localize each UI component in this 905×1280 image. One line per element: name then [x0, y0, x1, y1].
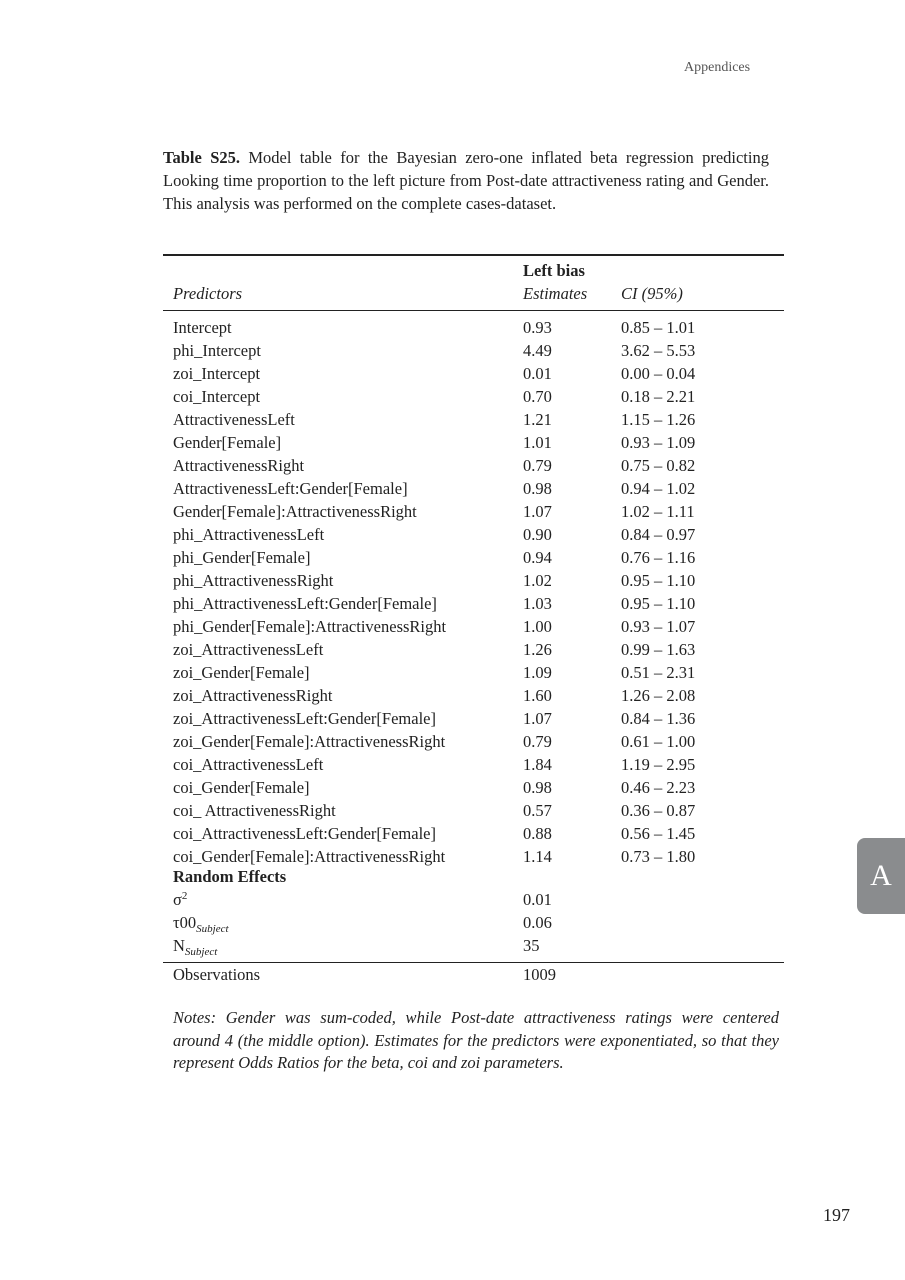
row-ci: 0.56 – 1.45	[621, 824, 696, 843]
row-predictor: coi_AttractivenessLeft:Gender[Female]	[173, 824, 436, 843]
caption-label: Table S25.	[163, 148, 240, 167]
n-subject-label	[173, 934, 217, 957]
appendix-thumb-tab: A	[857, 838, 905, 914]
sigma-superscript: 2	[181, 890, 188, 902]
row-ci: 0.46 – 2.23	[621, 778, 696, 797]
row-predictor: zoi_AttractivenessLeft	[173, 640, 324, 659]
random-effects-label: Random Effects	[173, 867, 287, 886]
row-ci: 3.62 – 5.53	[621, 341, 696, 360]
row-predictor: phi_Intercept	[173, 341, 261, 360]
row-ci: 0.75 – 0.82	[621, 456, 696, 475]
row-ci: 0.93 – 1.07	[621, 617, 696, 636]
row-ci: 0.84 – 0.97	[621, 525, 696, 544]
row-estimate: 0.70	[523, 387, 552, 406]
row-predictor: zoi_AttractivenessRight	[173, 686, 333, 705]
row-estimate: 0.57	[523, 801, 552, 820]
tau00-value: 0.06	[523, 913, 552, 932]
row-estimate: 0.79	[523, 456, 552, 475]
col-header-ci: CI (95%)	[621, 284, 683, 303]
tau00-label	[173, 911, 229, 934]
row-predictor: AttractivenessRight	[173, 456, 305, 475]
row-ci: 1.02 – 1.11	[621, 502, 695, 521]
row-ci: 0.61 – 1.00	[621, 732, 696, 751]
row-predictor: coi_Gender[Female]	[173, 778, 310, 797]
col-header-predictors: Predictors	[173, 284, 243, 303]
row-ci: 0.73 – 1.80	[621, 847, 696, 866]
row-estimate: 1.60	[523, 686, 552, 705]
row-predictor: Gender[Female]:AttractivenessRight	[173, 502, 417, 521]
row-predictor: zoi_AttractivenessLeft:Gender[Female]	[173, 709, 436, 728]
row-ci: 0.95 – 1.10	[621, 594, 696, 613]
row-predictor: phi_Gender[Female]:AttractivenessRight	[173, 617, 447, 636]
observations-value: 1009	[523, 965, 556, 984]
row-estimate: 0.88	[523, 824, 552, 843]
table-notes: Notes: Gender was sum-coded, while Post-date attractiveness ratings were centered around 4 (the middle option). Estimates for the predictors were exponentiated, so that they represent Odds Ratios for the beta, coi and zoi parameters.	[173, 1008, 779, 1072]
row-predictor: coi_Intercept	[173, 387, 261, 406]
row-estimate: 0.98	[523, 479, 552, 498]
row-estimate: 4.49	[523, 341, 552, 360]
row-predictor: AttractivenessLeft:Gender[Female]	[173, 479, 408, 498]
row-ci: 0.00 – 0.04	[621, 364, 696, 383]
row-estimate: 1.14	[523, 847, 552, 866]
n-subject-value: 35	[523, 936, 540, 955]
row-estimate: 0.94	[523, 548, 552, 567]
row-predictor: coi_Gender[Female]:AttractivenessRight	[173, 847, 446, 866]
sigma-symbol: σ	[173, 890, 182, 909]
row-ci: 1.26 – 2.08	[621, 686, 696, 705]
row-predictor: zoi_Gender[Female]	[173, 663, 310, 682]
row-estimate: 1.26	[523, 640, 552, 659]
row-predictor: phi_Gender[Female]	[173, 548, 311, 567]
row-predictor: zoi_Intercept	[173, 364, 261, 383]
tau-subscript: Subject	[196, 923, 229, 935]
row-estimate: 1.01	[523, 433, 552, 452]
row-predictor: AttractivenessLeft	[173, 410, 295, 429]
row-predictor: Gender[Female]	[173, 433, 282, 452]
row-ci: 0.95 – 1.10	[621, 571, 696, 590]
row-ci: 0.84 – 1.36	[621, 709, 696, 728]
header-rule	[163, 310, 784, 311]
row-predictor: coi_AttractivenessLeft	[173, 755, 324, 774]
row-estimate: 1.02	[523, 571, 552, 590]
row-ci: 1.15 – 1.26	[621, 410, 696, 429]
observations-label: Observations	[173, 965, 261, 984]
row-estimate: 1.03	[523, 594, 552, 613]
sigma2-value: 0.01	[523, 890, 552, 909]
row-predictor: zoi_Gender[Female]:AttractivenessRight	[173, 732, 446, 751]
top-rule	[163, 254, 784, 256]
row-ci: 0.93 – 1.09	[621, 433, 696, 452]
row-ci: 0.36 – 0.87	[621, 801, 696, 820]
row-estimate: 0.90	[523, 525, 552, 544]
row-ci: 0.51 – 2.31	[621, 663, 696, 682]
row-estimate: 1.09	[523, 663, 552, 682]
group-header: Left bias	[523, 261, 585, 280]
row-ci: 1.19 – 2.95	[621, 755, 696, 774]
n-subscript: Subject	[184, 946, 218, 958]
row-predictor: phi_AttractivenessRight	[173, 571, 334, 590]
row-ci: 0.76 – 1.16	[621, 548, 696, 567]
row-predictor: Intercept	[173, 318, 232, 337]
row-estimate: 0.01	[523, 364, 552, 383]
table-caption	[163, 146, 769, 215]
row-estimate: 1.07	[523, 709, 552, 728]
col-header-estimates: Estimates	[523, 284, 588, 303]
row-ci: 0.18 – 2.21	[621, 387, 696, 406]
tau-symbol: τ00	[173, 913, 197, 932]
row-estimate: 0.93	[523, 318, 552, 337]
sigma2-label	[173, 888, 187, 911]
page-number: 197	[823, 1205, 850, 1225]
row-estimate: 1.21	[523, 410, 552, 429]
row-predictor: phi_AttractivenessLeft	[173, 525, 325, 544]
row-estimate: 1.07	[523, 502, 552, 521]
row-ci: 0.94 – 1.02	[621, 479, 696, 498]
row-estimate: 0.79	[523, 732, 552, 751]
row-estimate: 1.00	[523, 617, 552, 636]
row-estimate: 0.98	[523, 778, 552, 797]
caption-text: Model table for the Bayesian zero-one inflated beta regression predicting Looking time proportion to the left picture from Post-date attractiveness rating and Gender. This analysis was performed on the complete cases-dataset.	[163, 148, 769, 213]
row-estimate: 1.84	[523, 755, 552, 774]
row-ci: 0.99 – 1.63	[621, 640, 696, 659]
n-symbol: N	[173, 936, 185, 955]
row-ci: 0.85 – 1.01	[621, 318, 696, 337]
row-predictor: phi_AttractivenessLeft:Gender[Female]	[173, 594, 437, 613]
row-predictor: coi_ AttractivenessRight	[173, 801, 336, 820]
running-header: Appendices	[684, 60, 751, 75]
